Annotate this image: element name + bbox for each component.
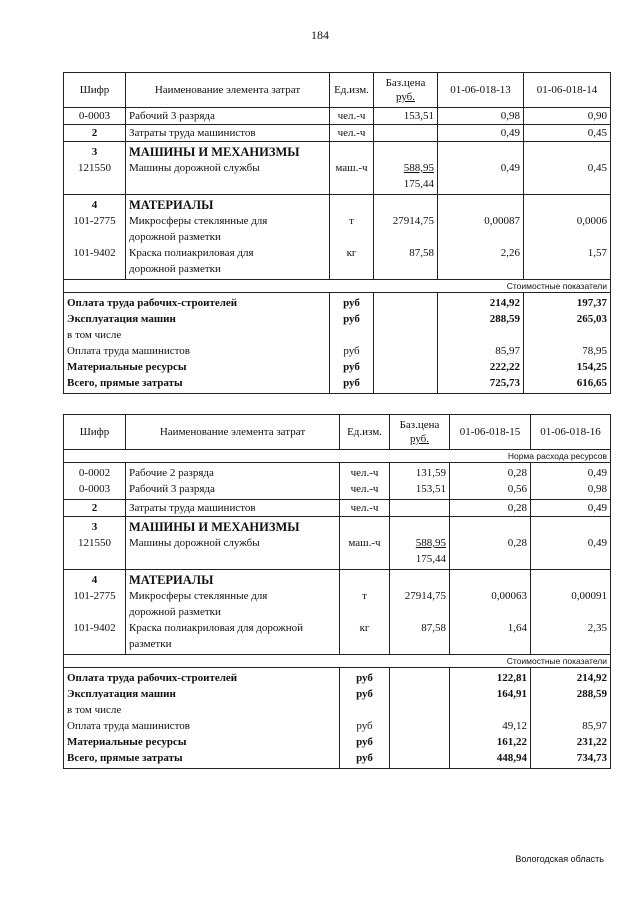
machine-price-bottom: 175,44 xyxy=(403,178,434,190)
machine-norm-b: 0,49 xyxy=(587,537,607,549)
summary-label-materials: Материальные ресурсы xyxy=(67,736,187,748)
resource-name: Затраты труда машинистов xyxy=(126,500,340,517)
resource-price xyxy=(374,125,438,142)
header-code: Шифр xyxy=(64,415,126,450)
material-norm-b: 2,35 xyxy=(587,622,607,634)
material-name: дорожной разметки xyxy=(129,263,221,275)
summary-value-b: 231,22 xyxy=(576,736,607,748)
norm-value-b xyxy=(524,142,611,195)
summary-value-a: 122,81 xyxy=(496,672,527,684)
labor-name: Рабочий 3 разряда xyxy=(129,483,215,495)
labor-unit: чел.-ч xyxy=(350,467,379,479)
header-base-price-line1: Баз.цена xyxy=(385,77,426,89)
norm-value-b: 0,49 xyxy=(531,500,611,517)
table-row xyxy=(64,500,611,517)
material-name: Микросферы стеклянные для xyxy=(129,215,268,227)
labor-norm-a: 0,28 xyxy=(507,467,527,479)
resource-unit: чел.-ч xyxy=(340,500,390,517)
material-unit: кг xyxy=(346,247,357,259)
summary-empty-price xyxy=(390,668,450,769)
summary-units xyxy=(330,293,374,394)
resource-name: Затраты труда машинистов xyxy=(126,125,330,142)
machine-code: 121550 xyxy=(78,162,111,174)
summary-unit: руб xyxy=(356,736,373,748)
section-code: 3 xyxy=(91,146,98,158)
header-unit: Ед.изм. xyxy=(340,415,390,450)
summary-label-total: Всего, прямые затраты xyxy=(67,752,183,764)
material-code: 101-2775 xyxy=(73,215,116,227)
machine-norm-b: 0,45 xyxy=(587,162,607,174)
summary-label-including: в том числе xyxy=(67,329,122,341)
machine-unit: маш.-ч xyxy=(348,537,381,549)
material-unit: кг xyxy=(359,622,370,634)
machines-section-row xyxy=(64,517,611,570)
resource-unit xyxy=(340,570,390,655)
machine-name: Машины дорожной службы xyxy=(129,537,260,549)
material-norm-b: 0,0006 xyxy=(576,215,607,227)
resource-code xyxy=(64,517,126,570)
summary-block xyxy=(64,293,611,394)
summary-value-b: 288,59 xyxy=(576,688,607,700)
summary-labels xyxy=(64,668,340,769)
material-norm-b: 1,57 xyxy=(587,247,607,259)
section-code: 4 xyxy=(91,199,98,211)
norm-value-a xyxy=(450,570,531,655)
cost-indicators-caption: Стоимостные показатели xyxy=(64,655,611,668)
norm-value-b xyxy=(531,517,611,570)
table-header-row xyxy=(64,73,611,108)
resource-code xyxy=(64,570,126,655)
caption-row xyxy=(64,280,611,293)
caption-row xyxy=(64,450,611,463)
table-header-row xyxy=(64,415,611,450)
summary-labels xyxy=(64,293,330,394)
resource-unit xyxy=(340,463,390,500)
material-norm-a: 1,64 xyxy=(507,622,527,634)
summary-label-total: Всего, прямые затраты xyxy=(67,377,183,389)
caption-row xyxy=(64,655,611,668)
header-code: Шифр xyxy=(64,73,126,108)
labor-code: 0-0002 xyxy=(78,467,111,479)
table-row xyxy=(64,108,611,125)
machine-norm-a: 0,49 xyxy=(500,162,520,174)
resource-unit xyxy=(330,195,374,280)
resource-price xyxy=(390,517,450,570)
summary-value-b: 85,97 xyxy=(582,720,607,732)
labor-norm-b: 0,49 xyxy=(587,467,607,479)
labor-norm-a: 0,56 xyxy=(507,483,527,495)
resource-name xyxy=(126,463,340,500)
resource-unit: чел.-ч xyxy=(330,108,374,125)
labor-price: 153,51 xyxy=(415,483,446,495)
resource-price xyxy=(390,463,450,500)
summary-values-b xyxy=(524,293,611,394)
header-base-price xyxy=(390,415,450,450)
material-price: 27914,75 xyxy=(404,590,446,602)
summary-value-b: 154,25 xyxy=(576,361,607,373)
summary-unit: руб xyxy=(356,752,373,764)
summary-unit: руб xyxy=(343,345,360,357)
summary-value-a: 214,92 xyxy=(489,297,520,309)
header-norm-code-a: 01-06-018-15 xyxy=(450,415,531,450)
machine-name: Машины дорожной службы xyxy=(129,162,260,174)
machine-unit: маш.-ч xyxy=(335,162,368,174)
summary-units xyxy=(340,668,390,769)
header-base-price-line1: Баз.цена xyxy=(399,419,440,431)
machine-norm-a: 0,28 xyxy=(507,537,527,549)
resource-code xyxy=(64,142,126,195)
summary-value-b: 734,73 xyxy=(576,752,607,764)
materials-section-row xyxy=(64,195,611,280)
header-norm-code-b: 01-06-018-16 xyxy=(531,415,611,450)
material-price: 27914,75 xyxy=(392,215,434,227)
norm-caption: Норма расхода ресурсов xyxy=(64,450,611,463)
resource-code xyxy=(64,463,126,500)
norm-value-a xyxy=(450,463,531,500)
header-base-price-line2: руб. xyxy=(395,91,416,103)
summary-unit: руб xyxy=(343,361,360,373)
machine-price-bottom: 175,44 xyxy=(415,553,446,565)
resource-unit: чел.-ч xyxy=(330,125,374,142)
summary-value-b: 265,03 xyxy=(576,313,607,325)
header-base-price xyxy=(374,73,438,108)
material-unit: т xyxy=(349,215,354,227)
summary-value-a: 161,22 xyxy=(496,736,527,748)
resource-unit xyxy=(340,517,390,570)
resource-price xyxy=(390,570,450,655)
resource-name xyxy=(126,142,330,195)
summary-empty-price xyxy=(374,293,438,394)
summary-value-a: 85,97 xyxy=(495,345,520,357)
material-code: 101-9402 xyxy=(73,622,116,634)
material-unit: т xyxy=(362,590,367,602)
summary-value-b: 214,92 xyxy=(576,672,607,684)
summary-label-wage: Оплата труда рабочих-строителей xyxy=(67,672,238,684)
material-name: дорожной разметки xyxy=(129,231,221,243)
summary-label-machine-operation: Эксплуатация машин xyxy=(67,688,176,700)
summary-label-materials: Материальные ресурсы xyxy=(67,361,187,373)
norm-value-b: 0,90 xyxy=(524,108,611,125)
summary-label-machinist-pay: Оплата труда машинистов xyxy=(67,345,190,357)
summary-unit: руб xyxy=(356,672,373,684)
summary-value-a: 288,59 xyxy=(489,313,520,325)
header-norm-code-a: 01-06-018-13 xyxy=(438,73,524,108)
material-norm-a: 2,26 xyxy=(500,247,520,259)
region-footer: Вологодская область xyxy=(515,854,604,864)
machine-code: 121550 xyxy=(78,537,111,549)
summary-values-a xyxy=(450,668,531,769)
summary-label-wage: Оплата труда рабочих-строителей xyxy=(67,297,238,309)
norm-value-b: 0,45 xyxy=(524,125,611,142)
summary-value-b: 616,65 xyxy=(576,377,607,389)
section-title: МАТЕРИАЛЫ xyxy=(129,573,214,587)
resource-table-1 xyxy=(63,72,611,394)
summary-unit: руб xyxy=(343,377,360,389)
material-code: 101-2775 xyxy=(73,590,116,602)
resource-price xyxy=(390,500,450,517)
summary-values-b xyxy=(531,668,611,769)
cost-indicators-caption: Стоимостные показатели xyxy=(64,280,611,293)
norm-value-a: 0,49 xyxy=(438,125,524,142)
summary-block xyxy=(64,668,611,769)
header-base-price-line2: руб. xyxy=(409,433,430,445)
material-norm-b: 0,00091 xyxy=(571,590,607,602)
header-name: Наименование элемента затрат xyxy=(126,415,340,450)
summary-value-b: 197,37 xyxy=(576,297,607,309)
table-row xyxy=(64,125,611,142)
summary-value-a: 49,12 xyxy=(502,720,527,732)
resource-name xyxy=(126,195,330,280)
norm-value-a: 0,28 xyxy=(450,500,531,517)
material-name: разметки xyxy=(129,638,172,650)
labor-block xyxy=(64,463,611,500)
resource-price xyxy=(374,142,438,195)
machines-section-row xyxy=(64,142,611,195)
material-code: 101-9402 xyxy=(73,247,116,259)
resource-table-2 xyxy=(63,414,611,769)
labor-norm-b: 0,98 xyxy=(587,483,607,495)
summary-value-a: 448,94 xyxy=(496,752,527,764)
norm-value-a xyxy=(438,142,524,195)
summary-unit: руб xyxy=(356,688,373,700)
norm-value-a xyxy=(438,195,524,280)
norm-value-a: 0,98 xyxy=(438,108,524,125)
summary-label-machinist-pay: Оплата труда машинистов xyxy=(67,720,190,732)
summary-unit: руб xyxy=(343,313,360,325)
machine-price-top: 588,95 xyxy=(403,162,434,174)
summary-unit: руб xyxy=(343,297,360,309)
section-title: МАТЕРИАЛЫ xyxy=(129,198,214,212)
section-title: МАШИНЫ И МЕХАНИЗМЫ xyxy=(129,520,300,534)
summary-values-a xyxy=(438,293,524,394)
material-norm-a: 0,00087 xyxy=(484,215,520,227)
materials-section-row xyxy=(64,570,611,655)
page-number: 184 xyxy=(311,28,329,42)
labor-code: 0-0003 xyxy=(78,483,111,495)
summary-label-machine-operation: Эксплуатация машин xyxy=(67,313,176,325)
resource-code xyxy=(64,195,126,280)
summary-value-a: 725,73 xyxy=(489,377,520,389)
norm-value-b xyxy=(524,195,611,280)
summary-value-a: 222,22 xyxy=(489,361,520,373)
summary-value-a: 164,91 xyxy=(496,688,527,700)
resource-unit xyxy=(330,142,374,195)
summary-value-b: 78,95 xyxy=(582,345,607,357)
resource-name xyxy=(126,570,340,655)
norm-value-b xyxy=(531,570,611,655)
labor-price: 131,59 xyxy=(415,467,446,479)
material-price: 87,58 xyxy=(421,622,446,634)
header-name: Наименование элемента затрат xyxy=(126,73,330,108)
machine-price-top: 588,95 xyxy=(415,537,446,549)
resource-code: 2 xyxy=(64,125,126,142)
material-name: Микросферы стеклянные для xyxy=(129,590,268,602)
material-name: Краска полиакриловая для xyxy=(129,247,254,259)
material-name: дорожной разметки xyxy=(129,606,221,618)
labor-name: Рабочие 2 разряда xyxy=(129,467,214,479)
resource-price xyxy=(374,195,438,280)
section-title: МАШИНЫ И МЕХАНИЗМЫ xyxy=(129,145,300,159)
resource-name: Рабочий 3 разряда xyxy=(126,108,330,125)
resource-price: 153,51 xyxy=(374,108,438,125)
resource-name xyxy=(126,517,340,570)
summary-label-including: в том числе xyxy=(67,704,122,716)
labor-unit: чел.-ч xyxy=(350,483,379,495)
material-price: 87,58 xyxy=(409,247,434,259)
section-code: 3 xyxy=(91,521,98,533)
resource-code: 0-0003 xyxy=(64,108,126,125)
resource-code: 2 xyxy=(64,500,126,517)
norm-value-a xyxy=(450,517,531,570)
header-unit: Ед.изм. xyxy=(330,73,374,108)
material-name: Краска полиакриловая для дорожной xyxy=(129,622,303,634)
section-code: 4 xyxy=(91,574,98,586)
header-norm-code-b: 01-06-018-14 xyxy=(524,73,611,108)
material-norm-a: 0,00063 xyxy=(491,590,527,602)
summary-unit: руб xyxy=(356,720,373,732)
norm-value-b xyxy=(531,463,611,500)
